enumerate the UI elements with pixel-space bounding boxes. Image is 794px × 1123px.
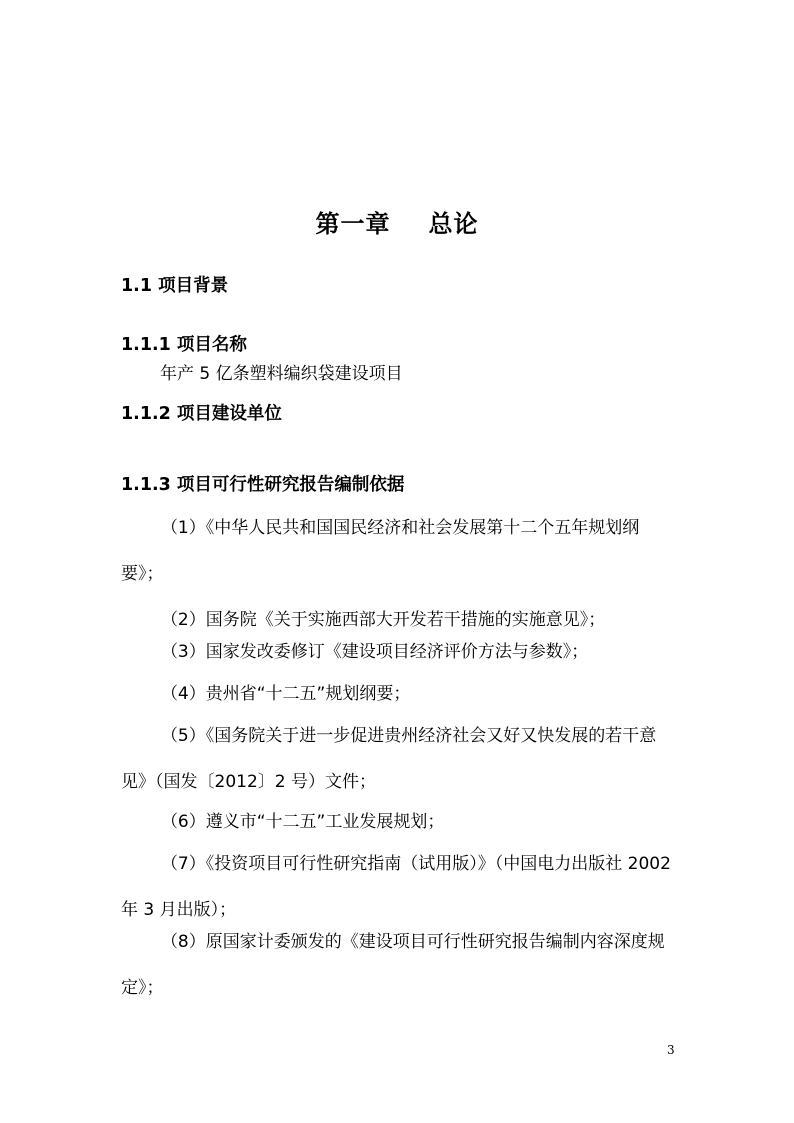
chapter-title xyxy=(0,204,794,239)
section-heading-1-1-3: 1.1.3 项目可行性研究报告编制依据 xyxy=(121,475,405,495)
chapter-name: 总论 xyxy=(428,210,479,238)
basis-item-6: （6）遵义市“十二五”工业发展规划； xyxy=(160,812,445,832)
section-heading-1-1-1: 1.1.1 项目名称 xyxy=(121,335,247,355)
section-heading-1-1: 1.1 项目背景 xyxy=(121,276,229,296)
basis-item-3: （3）国家发改委修订《建设项目经济评价方法与参数》； xyxy=(160,642,589,662)
project-name-text: 年产 5 亿条塑料编织袋建设项目 xyxy=(160,364,403,384)
basis-item-5: （5）《国务院关于进一步促进贵州经济社会又好又快发展的若干意见》（国发〔2012〕2 号）文件； xyxy=(121,726,657,792)
basis-item-1: （1）《中华人民共和国国民经济和社会发展第十二个五年规划纲要》； xyxy=(121,518,640,584)
chapter-number: 第一章 xyxy=(315,210,391,238)
basis-item-4: （4）贵州省“十二五”规划纲要； xyxy=(160,684,411,704)
basis-item-2: （2）国务院《关于实施西部大开发若干措施的实施意见》； xyxy=(160,610,606,630)
page-number: 3 xyxy=(667,1043,675,1057)
basis-item-8: （8）原国家计委颁发的《建设项目可行性研究报告编制内容深度规定》； xyxy=(121,932,665,998)
basis-item-7: （7）《投资项目可行性研究指南（试用版）》（中国电力出版社 2002 年 3 月出版）； xyxy=(121,854,671,920)
section-heading-1-1-2: 1.1.2 项目建设单位 xyxy=(121,404,282,424)
